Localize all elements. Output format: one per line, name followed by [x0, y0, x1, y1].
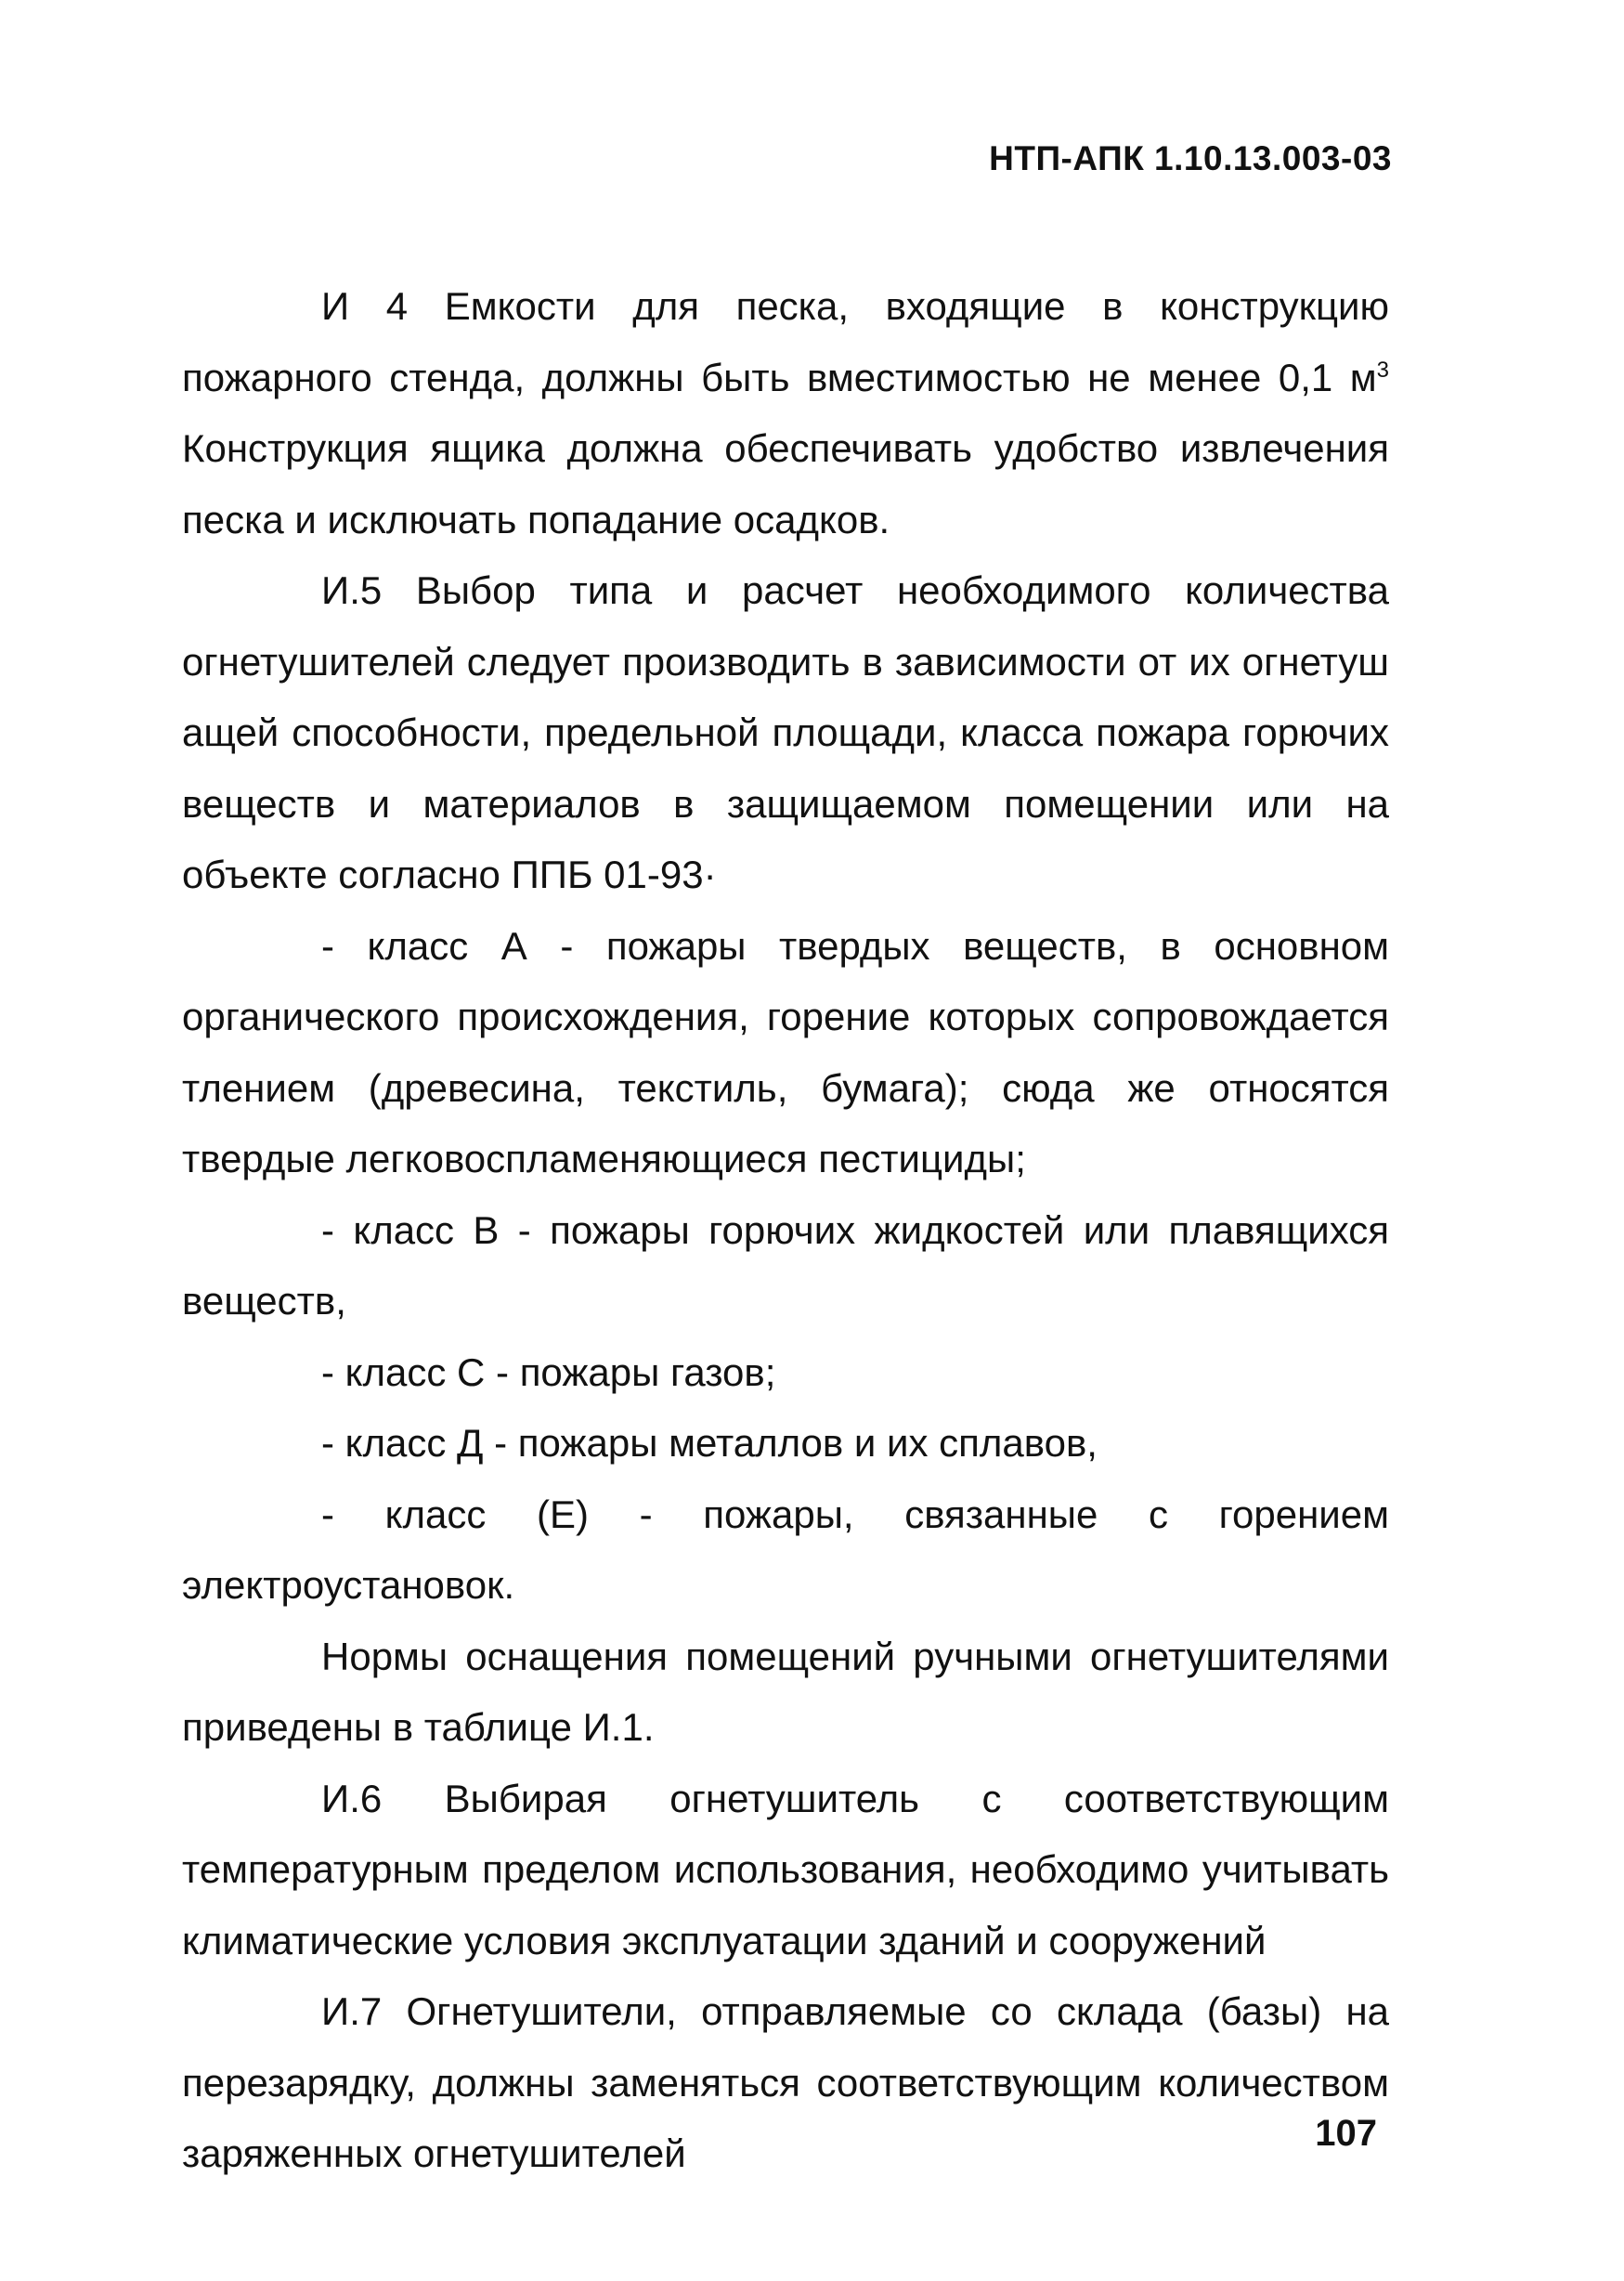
document-code-header: НТП-АПК 1.10.13.003-03 — [989, 139, 1392, 177]
paragraph-norms: Нормы оснащения помещений ручными огнетушителями приведены в таблице И.1. — [182, 1634, 1389, 1749]
paragraph-i4 — [182, 271, 1389, 555]
paragraph-i6: И.6 Выбирая огнетушитель с соответствующим температурным пределом использования, необходимо учитывать климатические условия эксплуатации зданий и сооружений — [182, 1776, 1389, 1962]
cubic-superscript: 3 — [1376, 357, 1389, 383]
page-number: 107 — [1315, 2113, 1377, 2154]
paragraph-i5: И.5 Выбор типа и расчет необходимого количества огнетушителей следует производить в зависимости от их огнетуш ащей способности, предельной площади, класса пожара горючих веществ и материалов в защищаемом помещении или на объекте согласно ППБ 01-93· — [182, 568, 1389, 896]
paragraph-i4-text-start: И 4 Емкости для песка, входящие в конструкцию пожарного стенда, должны быть вместимостью не менее 0,1 м — [182, 284, 1389, 399]
paragraph-class-c: - класс С - пожары газов; — [321, 1349, 776, 1394]
paragraph-class-e: - класс (Е) - пожары, связанные с горением электроустановок. — [182, 1492, 1389, 1607]
paragraph-class-b: - класс В - пожары горючих жидкостей или плавящихся веществ, — [182, 1207, 1389, 1323]
paragraph-i4-text-end: Конструкция ящика должна обеспечивать удобство извлечения песка и исключать попадание осадков. — [182, 426, 1389, 541]
paragraph-i7: И.7 Огнетушители, отправляемые со склада (базы) на перезарядку, должны заменяться соответствующим количеством заряженных огнетушителей — [182, 1989, 1389, 2175]
document-body — [182, 271, 1389, 2190]
paragraph-class-d: - класс Д - пожары металлов и их сплавов, — [321, 1421, 1098, 1465]
paragraph-class-a: - класс А - пожары твердых веществ, в основном органического происхождения, горение которых сопровождается тлением (древесина, текстиль, бумага); сюда же относятся твердые легковоспламеняющиеся пестициды; — [182, 923, 1389, 1180]
